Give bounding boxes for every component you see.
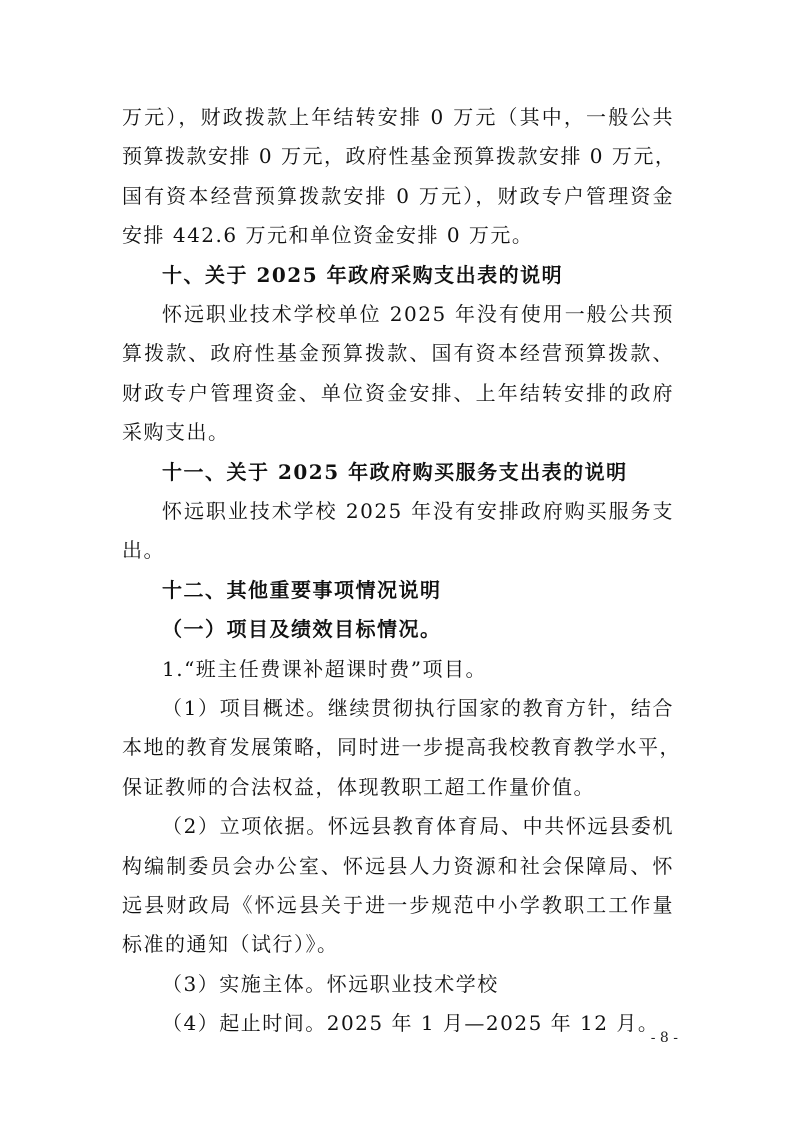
body-line: 安排 442.6 万元和单位资金安排 0 万元。: [122, 223, 534, 248]
section-heading: 十一、关于 2025 年政府购买服务支出表的说明: [162, 459, 628, 484]
body-line: 构编制委员会办公室、怀远县人力资源和社会保障局、怀: [122, 853, 674, 878]
body-line: 本地的教育发展策略，同时进一步提高我校教育教学水平，: [122, 735, 681, 760]
body-line: 怀远职业技术学校单位 2025 年没有使用一般公共预: [162, 302, 674, 326]
body-line: 万元），财政拨款上年结转安排 0 万元（其中，一般公共: [122, 105, 674, 129]
body-line: 怀远职业技术学校 2025 年没有安排政府购买服务支: [162, 499, 674, 523]
body-line: 算拨款、政府性基金预算拨款、国有资本经营预算拨款、: [122, 341, 674, 366]
body-line: 出。: [122, 538, 165, 563]
body-line: 1.“班主任费课补超课时费”项目。: [162, 656, 488, 681]
body-line: 保证教师的合法权益，体现教职工超工作量价值。: [122, 774, 595, 799]
body-line: 预算拨款安排 0 万元，政府性基金预算拨款安排 0 万元，: [122, 144, 677, 169]
body-line: （4）起止时间。2025 年 1 月—2025 年 12 月。: [162, 1011, 660, 1036]
body-line: 远县财政局《怀远县关于进一步规范中小学教职工工作量: [122, 893, 674, 917]
body-line: （3）实施主体。怀远职业技术学校: [162, 971, 499, 996]
body-line: （2）立项依据。怀远县教育体育局、中共怀远县委机: [162, 814, 674, 839]
body-line: （1）项目概述。继续贯彻执行国家的教育方针，结合: [162, 696, 674, 720]
subsection-heading: （一）项目及绩效目标情况。: [162, 617, 442, 642]
body-line: 采购支出。: [122, 420, 230, 445]
body-line: 国有资本经营预算拨款安排 0 万元），财政专户管理资金: [122, 183, 674, 208]
page-number: - 8 -: [650, 1030, 678, 1046]
body-line: 标准的通知（试行）》。: [122, 932, 339, 957]
body-line: 财政专户管理资金、单位资金安排、上年结转安排的政府: [122, 380, 674, 405]
section-heading: 十二、其他重要事项情况说明: [162, 577, 442, 602]
section-heading: 十、关于 2025 年政府采购支出表的说明: [162, 262, 564, 287]
